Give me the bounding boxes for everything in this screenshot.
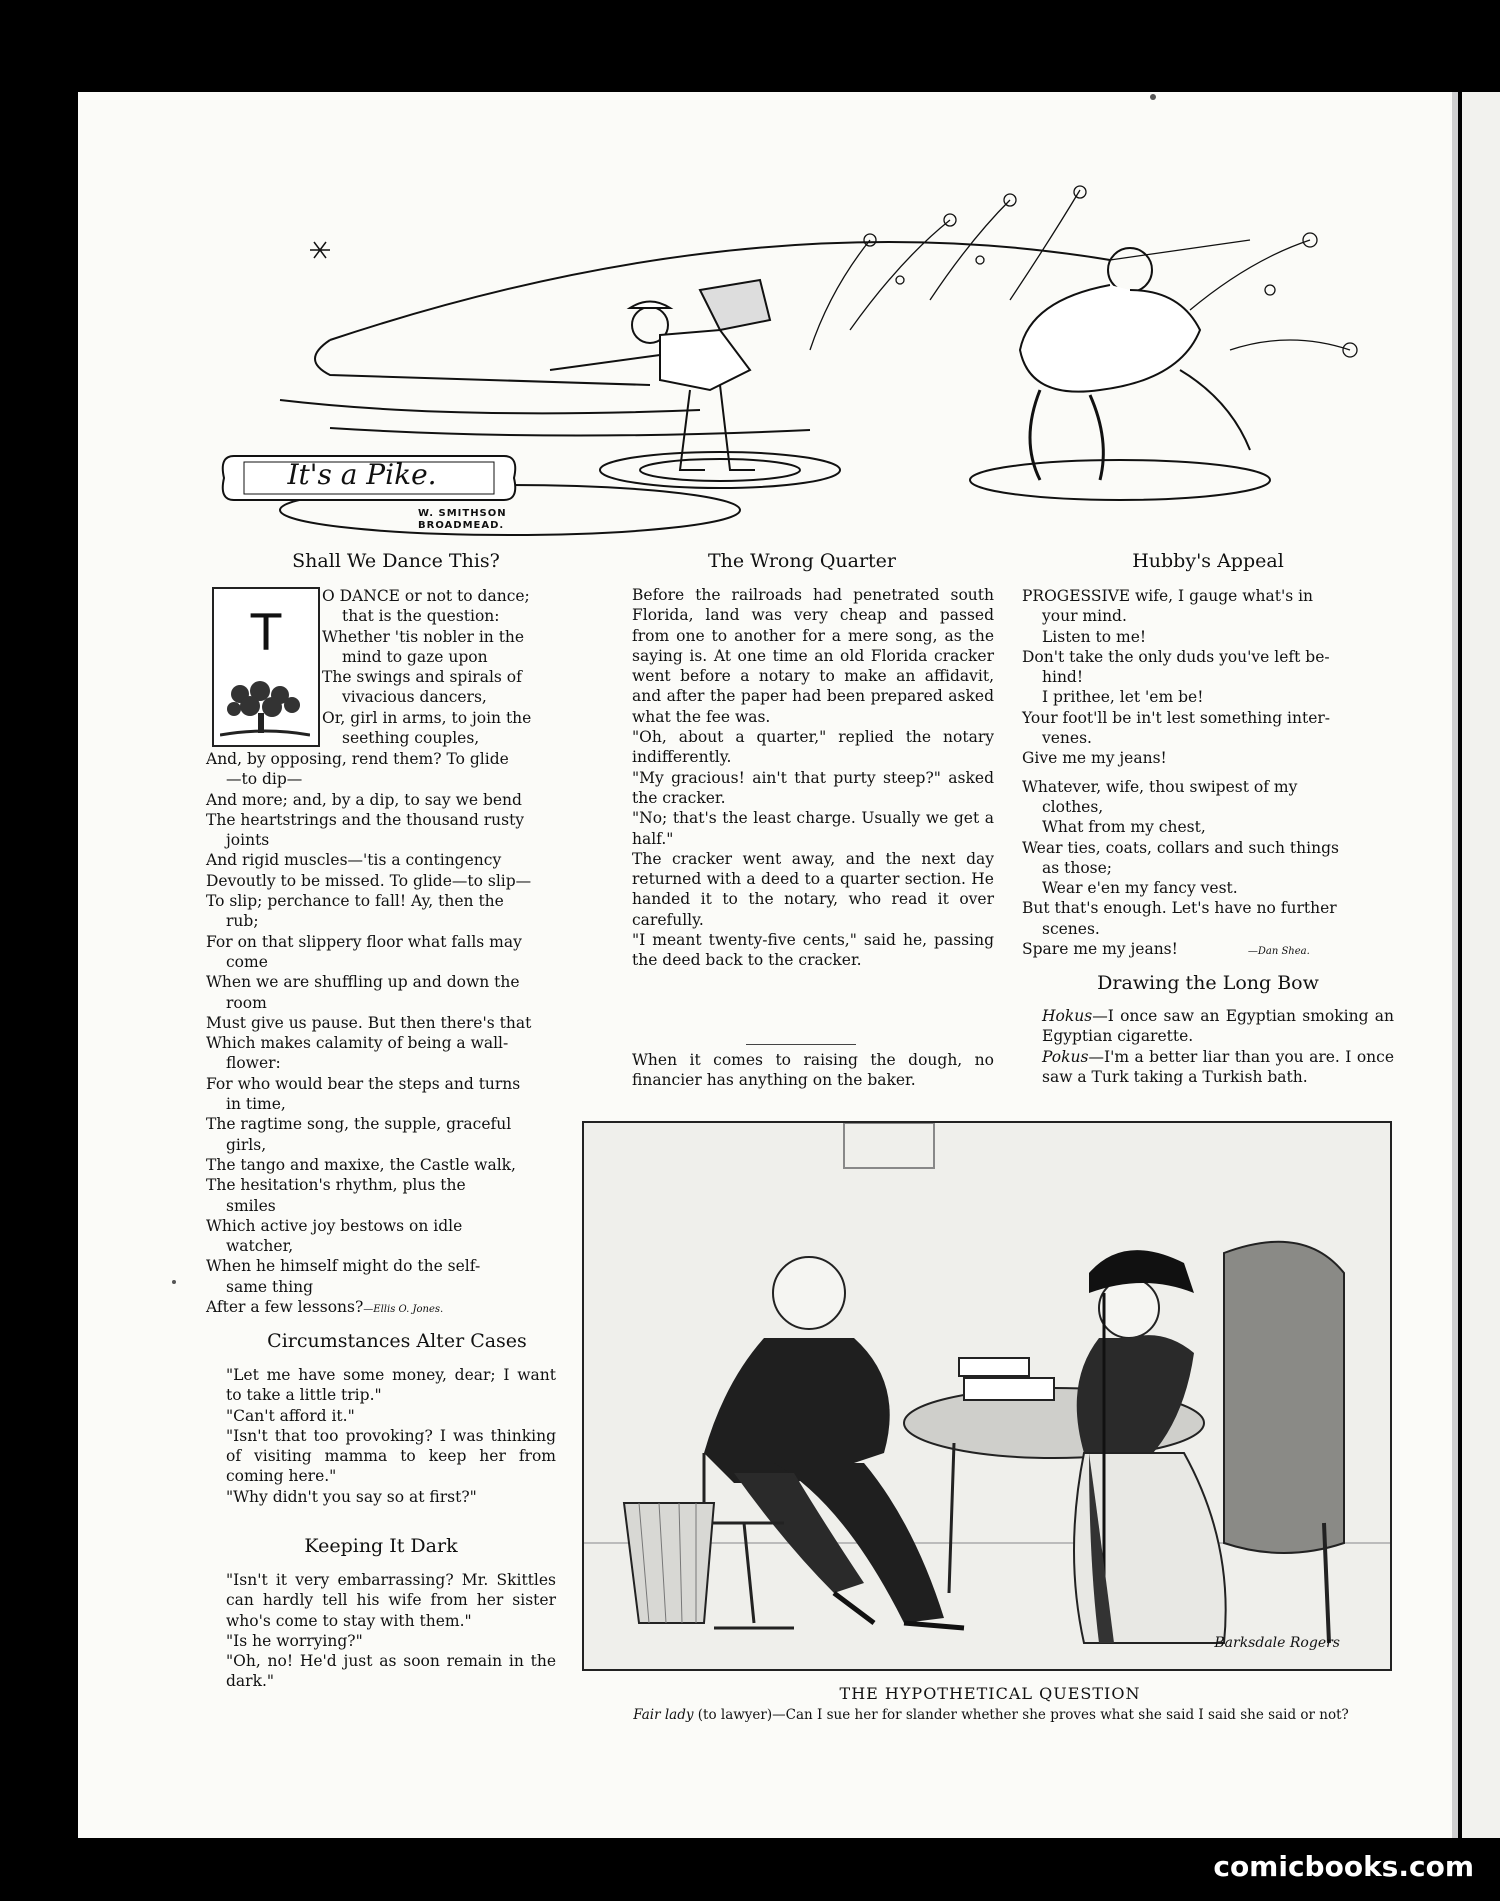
poem-line: Don't take the only duds you've left be- — [1022, 647, 1330, 666]
paragraph: "No; that's the least charge. Usually we get a half." — [632, 809, 994, 848]
poem-line: Which makes calamity of being a wall- — [206, 1034, 509, 1053]
poem-line: What from my chest, — [1042, 818, 1206, 837]
poem-hubbys-appeal — [1022, 586, 1400, 962]
poem-line: And more; and, by a dip, to say we bend — [206, 790, 522, 809]
poem-line: hind! — [1042, 668, 1084, 687]
signature-line: W. SMITHSON — [418, 508, 507, 519]
poem-line: For who would bear the steps and turns — [206, 1074, 521, 1093]
poem-line: Whether 'tis nobler in the — [322, 627, 525, 646]
poem-line: The hesitation's rhythm, plus the — [206, 1176, 466, 1195]
paragraph: Before the railroads had penetrated south Florida, land was very cheap and passed from one to another for a mere song, as the saying is. At one time an old Florida cracker went before a notary to make an affidavit, and after the paper had been prepared asked what the fee was. — [632, 586, 994, 726]
paragraph: "Isn't it very embarrassing? Mr. Skittles can hardly tell his wife from her sister who's come to stay with them." — [226, 1571, 556, 1630]
poem-line: Devoutly to be missed. To glide—to slip— — [206, 871, 532, 890]
poem-line: room — [226, 993, 267, 1012]
cartoon-caption-title: THE HYPOTHETICAL QUESTION — [839, 1684, 1141, 1703]
poem-line: Give me my jeans! — [1022, 749, 1167, 768]
poem-line: I prithee, let 'em be! — [1042, 688, 1204, 707]
poem-body — [206, 749, 588, 1320]
poem-last-line — [206, 1297, 588, 1320]
author-credit: —Ellis O. Jones. — [363, 1304, 444, 1316]
paragraph: "Isn't that too provoking? I was thinking of visiting mamma to keep her from coming here." — [226, 1426, 556, 1486]
poem-line: Which active joy bestows on idle — [206, 1216, 463, 1235]
paragraph: "Oh, no! He'd just as soon remain in the dark." — [226, 1652, 556, 1691]
cartoon-illustration — [582, 1121, 1392, 1671]
paragraph — [1022, 1047, 1394, 1088]
article-title: Circumstances Alter Cases — [267, 1330, 527, 1352]
poem-line: seething couples, — [342, 729, 480, 748]
poem-line: rub; — [226, 912, 259, 931]
poem-line: The swings and spirals of — [322, 668, 522, 687]
poem-line: same thing — [226, 1277, 314, 1296]
dialogue-text: —I once saw an Egyptian smoking an Egyptian cigarette. — [1042, 1007, 1394, 1046]
poem-line: your mind. — [1042, 607, 1127, 626]
article-baker — [612, 1050, 994, 1091]
paragraph — [1022, 1006, 1394, 1047]
paragraph: When it comes to raising the dough, no financier has anything on the baker. — [632, 1051, 994, 1090]
article-long-bow — [1022, 1006, 1394, 1087]
poem-line: Spare me my jeans! — [1022, 940, 1178, 959]
caption-speaker: Fair lady — [633, 1707, 694, 1723]
poem-title: Hubby's Appeal — [1132, 550, 1284, 572]
poem-line: Your foot'll be in't lest something inter- — [1022, 708, 1331, 727]
poem-line: venes. — [1042, 729, 1092, 748]
poem-line: When we are shuffling up and down the — [206, 973, 520, 992]
poem-line: Must give us pause. But then there's that — [206, 1013, 532, 1032]
stanza-gap — [1022, 769, 1400, 777]
print-speck — [172, 1280, 176, 1284]
poem-line: clothes, — [1042, 797, 1104, 816]
poem-line: come — [226, 952, 268, 971]
article-title: Keeping It Dark — [304, 1535, 458, 1557]
article-wrong-quarter — [612, 585, 994, 971]
poem-line: After a few lessons? — [206, 1298, 364, 1317]
poem-line: in time, — [226, 1095, 286, 1114]
poem-line: And rigid muscles—'tis a contingency — [206, 851, 502, 870]
paragraph: "Can't afford it." — [226, 1406, 355, 1425]
poem-line: that is the question: — [342, 607, 500, 626]
paragraph: "My gracious! ain't that purty steep?" asked the cracker. — [632, 768, 994, 807]
illustration-title: It's a Pike. — [287, 458, 437, 491]
poem-line: The ragtime song, the supple, graceful — [206, 1115, 512, 1134]
facing-page-edge — [1462, 92, 1500, 1838]
poem-line: smiles — [226, 1196, 276, 1215]
poem-line: PROGESSIVE wife, I gauge what's in — [1022, 587, 1314, 605]
poem-line: And, by opposing, rend them? To glide — [206, 750, 509, 768]
paragraph: "Why didn't you say so at first?" — [226, 1487, 477, 1506]
article-title: Drawing the Long Bow — [1097, 972, 1319, 994]
drop-cap-letter: T — [250, 604, 282, 662]
speaker-name: Pokus — [1042, 1047, 1089, 1066]
poem-line: Wear ties, coats, collars and such things — [1022, 838, 1339, 857]
divider-rule — [746, 1044, 856, 1045]
poem-line: flower: — [226, 1054, 281, 1073]
page-spine — [1452, 92, 1458, 1838]
paragraph: "I meant twenty-five cents," said he, passing the deed back to the cracker. — [632, 931, 994, 970]
artist-signature: Barksdale Rogers — [1214, 1635, 1340, 1651]
poem-line: For on that slippery floor what falls may — [206, 932, 522, 951]
poem-line: vivacious dancers, — [342, 688, 487, 707]
signature-line: BROADMEAD. — [418, 520, 505, 531]
caption-aside: (to lawyer) — [697, 1707, 773, 1723]
poem-opening-lines — [322, 586, 588, 748]
poem-line: scenes. — [1042, 919, 1100, 938]
paragraph: The cracker went away, and the next day returned with a deed to a quarter section. He handed it to the notary, who read it over carefully. — [632, 849, 994, 929]
poem-line: Wear e'en my fancy vest. — [1042, 879, 1238, 898]
paragraph: "Is he worrying?" — [226, 1631, 363, 1650]
article-title: The Wrong Quarter — [707, 550, 896, 572]
article-keeping-it-dark — [206, 1570, 556, 1692]
poem-line: The heartstrings and the thousand rusty — [206, 810, 525, 829]
poem-line: girls, — [226, 1135, 267, 1154]
poem-line: watcher, — [226, 1237, 294, 1256]
poem-line: Or, girl in arms, to join the — [322, 708, 532, 727]
illustrator-signature — [418, 508, 507, 532]
poem-last-line — [1022, 939, 1400, 962]
poem-line: O DANCE or not to dance; — [322, 587, 530, 605]
poem-line: The tango and maxixe, the Castle walk, — [206, 1155, 516, 1174]
paragraph: "Oh, about a quarter," replied the notary indifferently. — [632, 728, 994, 767]
paragraph: "Let me have some money, dear; I want to take a little trip." — [226, 1366, 556, 1405]
cartoon-caption — [586, 1707, 1396, 1723]
dialogue-text: —I'm a better liar than you are. I once saw a Turk taking a Turkish bath. — [1042, 1047, 1394, 1086]
poem-line: as those; — [1042, 858, 1113, 877]
drop-cap-tree-picture — [220, 679, 310, 739]
poem-title: Shall We Dance This? — [292, 550, 500, 572]
cartoon-drawing — [584, 1123, 1390, 1669]
article-circumstances — [206, 1365, 556, 1507]
caption-text: —Can I sue her for slander whether she proves what she said I said she said or not? — [772, 1707, 1349, 1723]
poem-line: Listen to me! — [1042, 627, 1147, 646]
drop-cap — [212, 587, 320, 747]
poem-line: To slip; perchance to fall! Ay, then the — [206, 892, 504, 911]
speaker-name: Hokus — [1042, 1007, 1093, 1025]
poem-line: But that's enough. Let's have no further — [1022, 899, 1337, 918]
site-watermark: comicbooks.com — [1213, 1850, 1474, 1883]
poem-line: joints — [226, 831, 270, 850]
print-speck — [1150, 94, 1156, 100]
poem-line: Whatever, wife, thou swipest of my — [1022, 777, 1298, 796]
author-credit: —Dan Shea. — [1247, 946, 1310, 958]
poem-line: mind to gaze upon — [342, 647, 488, 666]
poem-line: When he himself might do the self- — [206, 1257, 481, 1276]
poem-line: —to dip— — [226, 770, 303, 789]
